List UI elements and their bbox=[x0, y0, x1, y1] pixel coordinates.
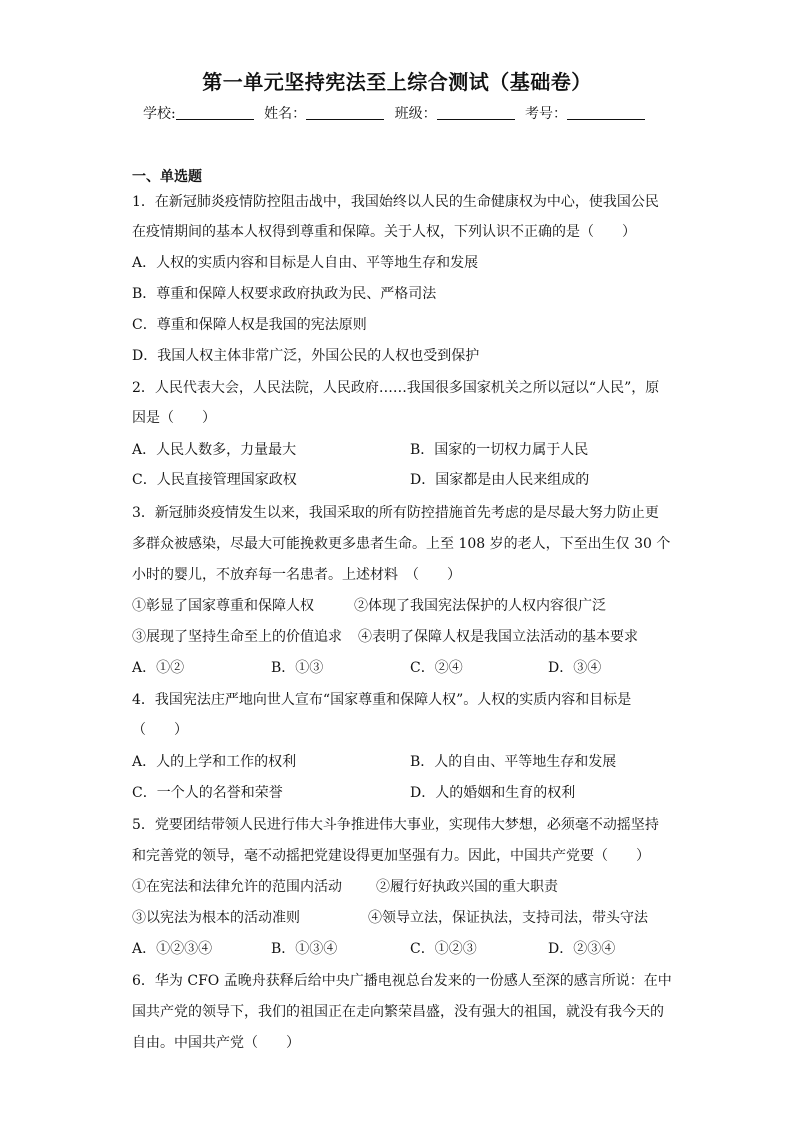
question-3-line-1: 3．新冠肺炎疫情发生以来，我国采取的所有防控措施首先考虑的是尽最大努力防止更 bbox=[132, 505, 659, 521]
student-info-row bbox=[0, 103, 794, 123]
question-4-option-b[interactable]: B．人的自由、平等地生存和发展 bbox=[410, 754, 617, 770]
question-5-statement-1: ①在宪法和法律允许的范围内活动 bbox=[132, 879, 342, 895]
question-5-option-d[interactable]: D．②③④ bbox=[548, 941, 616, 957]
question-5-option-a[interactable]: A．①②③④ bbox=[132, 941, 213, 957]
question-4-line-2: （ ） bbox=[132, 722, 188, 738]
question-1-option-c[interactable]: C．尊重和保障人权是我国的宪法原则 bbox=[132, 317, 367, 333]
question-1-line-2: 在疫情期间的基本人权得到尊重和保障。关于人权，下列认识不正确的是（ ） bbox=[132, 224, 636, 240]
question-2-line-2: 因是（ ） bbox=[132, 410, 216, 426]
class-blank[interactable] bbox=[437, 105, 515, 120]
question-4-option-a[interactable]: A．人的上学和工作的权利 bbox=[132, 754, 297, 770]
question-5-option-b[interactable]: B．①③④ bbox=[271, 941, 338, 957]
question-3-option-c[interactable]: C．②④ bbox=[410, 660, 463, 676]
question-3-option-b[interactable]: B．①③ bbox=[271, 660, 324, 676]
question-6-line-2: 国共产党的领导下，我们的祖国正在走向繁荣昌盛，没有强大的祖国，就没有我今天的 bbox=[132, 1004, 664, 1020]
question-2-option-b[interactable]: B．国家的一切权力属于人民 bbox=[410, 442, 589, 458]
name-label: 姓名： bbox=[264, 106, 307, 122]
exam-number-label: 考号： bbox=[525, 106, 568, 122]
question-6-line-1: 6．华为 CFO 孟晚舟获释后给中央广播电视总台发来的一份感人至深的感言所说：在中 bbox=[132, 973, 672, 989]
question-3-statement-3: ③展现了坚持生命至上的价值追求 bbox=[132, 629, 342, 645]
question-3-option-d[interactable]: D．③④ bbox=[548, 660, 602, 676]
question-4-option-d[interactable]: D．人的婚姻和生育的权利 bbox=[410, 785, 576, 801]
question-5-line-1: 5．党要团结带领人民进行伟大斗争推进伟大事业，实现伟大梦想，必须毫不动摇坚持 bbox=[132, 817, 659, 833]
question-1-option-a[interactable]: A．人权的实质内容和目标是人自由、平等地生存和发展 bbox=[132, 255, 479, 271]
question-4-option-c[interactable]: C．一个人的名誉和荣誉 bbox=[132, 785, 283, 801]
section-heading: 一、单选题 bbox=[132, 169, 202, 185]
exam-number-blank[interactable] bbox=[567, 105, 645, 120]
name-blank[interactable] bbox=[306, 105, 384, 120]
question-5-statement-2: ②履行好执政兴国的重大职责 bbox=[376, 879, 558, 895]
question-2-line-1: 2．人民代表大会，人民法院，人民政府……我国很多国家机关之所以冠以“人民”，原 bbox=[132, 380, 660, 396]
question-6-line-3: 自由。中国共产党（ ） bbox=[132, 1035, 300, 1051]
question-2-option-c[interactable]: C．人民直接管理国家政权 bbox=[132, 472, 297, 488]
question-1-option-d[interactable]: D．我国人权主体非常广泛，外国公民的人权也受到保护 bbox=[132, 348, 480, 364]
question-5-option-c[interactable]: C．①②③ bbox=[410, 941, 477, 957]
question-3-statement-2: ②体现了我国宪法保护的人权内容很广泛 bbox=[354, 598, 606, 614]
question-1-line-1: 1．在新冠肺炎疫情防控阻击战中，我国始终以人民的生命健康权为中心，使我国公民 bbox=[132, 194, 659, 210]
question-2-option-d[interactable]: D．国家都是由人民来组成的 bbox=[410, 472, 590, 488]
question-4-line-1: 4．我国宪法庄严地向世人宣布“国家尊重和保障人权”。人权的实质内容和目标是 bbox=[132, 692, 632, 708]
page-title: 第一单元坚持宪法至上综合测试（基础卷） bbox=[202, 70, 592, 94]
question-3-statement-4: ④表明了保障人权是我国立法活动的基本要求 bbox=[358, 629, 638, 645]
school-label: 学校: bbox=[142, 106, 176, 122]
school-blank[interactable] bbox=[176, 105, 254, 120]
question-3-line-2: 多群众被感染，尽最大可能挽救更多患者生命。上至 108 岁的老人，下至出生仅 30 个 bbox=[132, 536, 671, 552]
question-5-statement-4: ④领导立法，保证执法，支持司法，带头守法 bbox=[368, 910, 648, 926]
question-1-option-b[interactable]: B．尊重和保障人权要求政府执政为民、严格司法 bbox=[132, 286, 437, 302]
question-2-option-a[interactable]: A．人民人数多，力量最大 bbox=[132, 442, 297, 458]
question-3-statement-1: ①彰显了国家尊重和保障人权 bbox=[132, 598, 314, 614]
question-5-statement-3: ③以宪法为根本的活动准则 bbox=[132, 910, 300, 926]
question-3-option-a[interactable]: A．①② bbox=[132, 660, 185, 676]
question-5-line-2: 和完善党的领导，毫不动摇把党建设得更加坚强有力。因此，中国共产党要（ ） bbox=[132, 848, 650, 864]
question-3-line-3: 小时的婴儿，不放弃每一名患者。上述材料 （ ） bbox=[132, 567, 461, 583]
class-label: 班级： bbox=[394, 106, 437, 122]
